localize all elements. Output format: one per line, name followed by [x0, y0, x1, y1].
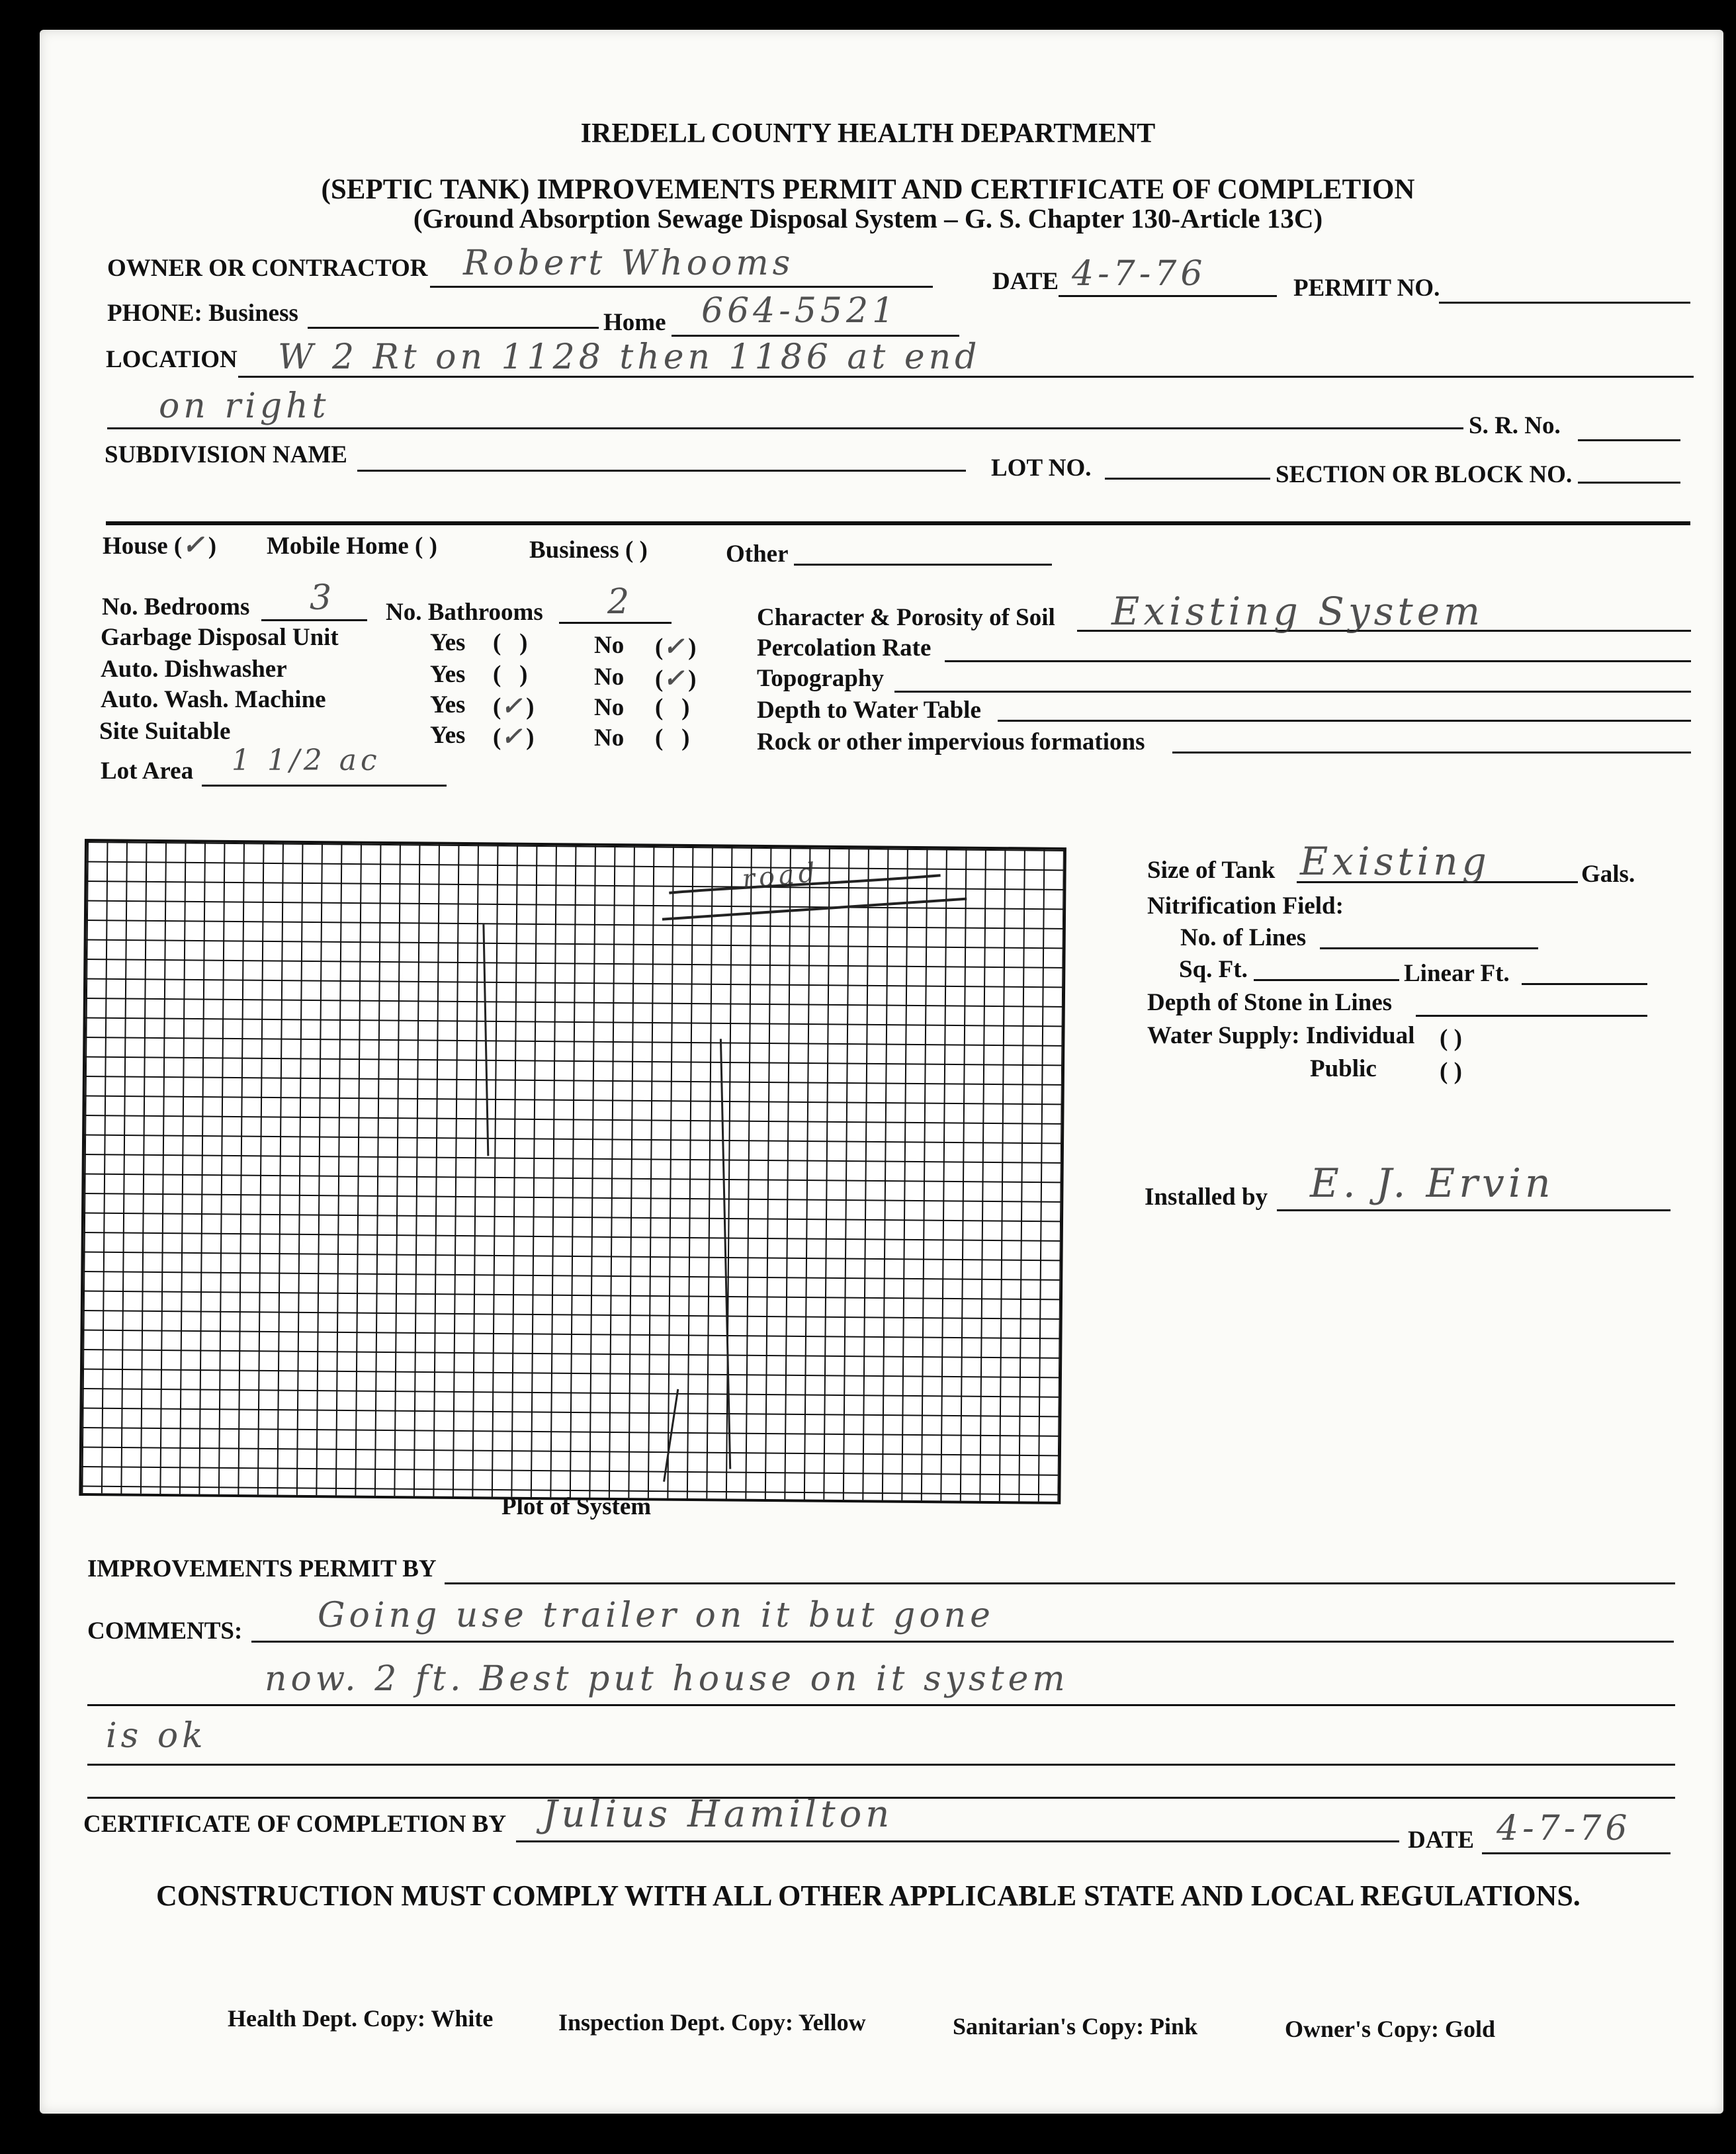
certificate-date-value: 4-7-76	[1497, 1809, 1631, 1848]
depth-water-field[interactable]	[998, 720, 1691, 722]
comments-label: COMMENTS:	[87, 1617, 243, 1645]
topography-label: Topography	[757, 665, 884, 692]
washer-no[interactable]: No	[594, 694, 625, 721]
house-mark: ✓	[182, 529, 208, 560]
nitrification-label: Nitrification Field:	[1147, 892, 1344, 920]
sr-field[interactable]	[1578, 439, 1680, 441]
water-individual-box[interactable]: ( )	[1440, 1025, 1462, 1052]
home-phone-value: 664-5521	[701, 291, 898, 331]
sketch-label: road	[740, 857, 821, 895]
location-line-1: W 2 Rt on 1128 then 1186 at end	[278, 337, 981, 377]
section-label: SECTION OR BLOCK NO.	[1276, 461, 1573, 488]
other-field[interactable]	[794, 564, 1052, 566]
paren: (	[655, 694, 664, 721]
washer-no-box[interactable]	[655, 693, 689, 722]
soil-label: Character & Porosity of Soil	[757, 604, 1055, 631]
washer-yes[interactable]: Yes	[430, 691, 466, 718]
form-title: (SEPTIC TANK) IMPROVEMENTS PERMIT AND CERTIFICATE OF COMPLETION	[321, 174, 1415, 205]
site-yes-box[interactable]	[493, 721, 535, 752]
date-value: 4-7-76	[1072, 254, 1207, 294]
owner-label: OWNER OR CONTRACTOR	[107, 255, 428, 282]
tank-size-label: Size of Tank	[1147, 857, 1276, 884]
inspection-copy: Inspection Dept. Copy: Yellow	[558, 2009, 866, 2036]
rock-label: Rock or other impervious formations	[757, 728, 1145, 755]
section-divider	[106, 521, 1690, 525]
owner-value: Robert Whooms	[463, 243, 795, 283]
site-label: Site Suitable	[99, 718, 231, 745]
stone-field[interactable]	[1416, 1015, 1647, 1017]
bathrooms-label: No. Bathrooms	[386, 599, 543, 626]
rock-field[interactable]	[1172, 752, 1691, 754]
plot-grid[interactable]	[79, 839, 1066, 1504]
paren: (	[493, 693, 501, 720]
permit-label: PERMIT NO.	[1293, 275, 1440, 302]
certificate-date-label: DATE	[1408, 1827, 1475, 1854]
house-option[interactable]	[103, 529, 216, 560]
paren: )	[526, 693, 535, 720]
section-field[interactable]	[1578, 482, 1680, 484]
garbage-label: Garbage Disposal Unit	[101, 624, 339, 651]
house-label: House (	[103, 533, 183, 560]
paren: )	[519, 629, 528, 656]
comments-line-2: now. 2 ft. Best put house on it system	[265, 1659, 1069, 1699]
mobile-home-option[interactable]: Mobile Home ( )	[267, 533, 437, 560]
lot-field[interactable]	[1105, 478, 1270, 480]
dishwasher-yes-box[interactable]	[493, 660, 527, 689]
sqft-label: Sq. Ft.	[1179, 956, 1248, 983]
comments-line-3: is ok	[106, 1716, 207, 1756]
bathrooms-value: 2	[607, 582, 634, 622]
installed-value: E. J. Ervin	[1310, 1160, 1555, 1207]
form-subtitle: (Ground Absorption Sewage Disposal System – G. S. Chapter 130-Article 13C)	[413, 203, 1323, 234]
paren: )	[681, 724, 690, 752]
phone-business-label: PHONE: Business	[107, 300, 298, 327]
sr-label: S. R. No.	[1469, 412, 1561, 439]
sketch-line	[664, 1389, 678, 1482]
business-phone-field[interactable]	[308, 327, 599, 329]
site-no-box[interactable]	[655, 724, 689, 752]
other-label: Other	[726, 540, 789, 568]
paren: )	[681, 694, 690, 721]
sketch-road-line	[662, 896, 967, 922]
stone-label: Depth of Stone in Lines	[1147, 989, 1393, 1016]
plot-sketch	[81, 841, 1064, 1502]
paren: (	[493, 724, 501, 751]
bathrooms-field[interactable]	[559, 622, 672, 624]
comments-line-1: Going use trailer on it but gone	[318, 1596, 994, 1635]
health-copy: Health Dept. Copy: White	[228, 2005, 494, 2032]
lot-area-value: 1 1/2 ac	[232, 744, 381, 777]
washer-label: Auto. Wash. Machine	[101, 686, 326, 713]
garbage-yes[interactable]: Yes	[430, 629, 466, 656]
home-label: Home	[603, 309, 666, 336]
comments-field-3[interactable]	[87, 1764, 1675, 1766]
sketch-line	[482, 924, 490, 1156]
soil-value: Existing System	[1111, 589, 1485, 634]
paren: )	[688, 666, 697, 693]
sketch-line	[717, 1039, 734, 1469]
paren: (	[655, 666, 664, 693]
comments-field-1[interactable]	[251, 1641, 1674, 1643]
location-field-2[interactable]	[107, 427, 1463, 429]
installed-label: Installed by	[1145, 1184, 1268, 1211]
dishwasher-no[interactable]: No	[594, 664, 625, 691]
dishwasher-yes[interactable]: Yes	[430, 661, 466, 688]
subdivision-label: SUBDIVISION NAME	[105, 441, 347, 468]
water-public-box[interactable]: ( )	[1440, 1058, 1462, 1085]
check-mark: ✓	[501, 721, 527, 751]
date-label: DATE	[992, 268, 1059, 295]
improvements-label: IMPROVEMENTS PERMIT BY	[87, 1555, 437, 1582]
house-close: )	[208, 533, 217, 560]
gals-label: Gals.	[1581, 861, 1635, 888]
water-public-label: Public	[1310, 1055, 1377, 1082]
check-mark: ✓	[663, 631, 689, 661]
plot-caption: Plot of System	[501, 1493, 652, 1520]
department-title: IREDELL COUNTY HEALTH DEPARTMENT	[580, 118, 1156, 149]
depth-water-label: Depth to Water Table	[757, 697, 981, 724]
lot-area-field[interactable]	[202, 785, 447, 787]
topography-field[interactable]	[894, 691, 1691, 693]
linear-label: Linear Ft.	[1404, 960, 1510, 987]
water-individual-label: Water Supply: Individual	[1147, 1022, 1415, 1049]
paren: (	[655, 634, 664, 661]
site-yes[interactable]: Yes	[430, 722, 466, 749]
percolation-label: Percolation Rate	[757, 634, 932, 662]
paren: )	[526, 724, 535, 751]
owner-copy: Owner's Copy: Gold	[1285, 2016, 1496, 2042]
paren: (	[655, 724, 664, 752]
percolation-field[interactable]	[945, 660, 1691, 662]
installed-field[interactable]	[1277, 1209, 1671, 1211]
lines-field[interactable]	[1320, 947, 1538, 949]
dishwasher-no-box[interactable]	[655, 663, 697, 693]
lines-label: No. of Lines	[1180, 924, 1307, 951]
location-label: LOCATION	[106, 346, 238, 373]
compliance-notice: CONSTRUCTION MUST COMPLY WITH ALL OTHER APPLICABLE STATE AND LOCAL REGULATIONS.	[156, 1879, 1581, 1912]
certificate-value: Julius Hamilton	[542, 1793, 894, 1836]
garbage-no-box[interactable]	[655, 631, 697, 662]
tank-size-value: Existing	[1300, 839, 1491, 884]
certificate-date-field[interactable]	[1482, 1852, 1671, 1854]
paren: (	[493, 661, 501, 688]
subdivision-field[interactable]	[357, 470, 966, 472]
garbage-yes-box[interactable]	[493, 628, 527, 657]
improvements-field[interactable]	[445, 1582, 1675, 1584]
paren: )	[688, 634, 697, 661]
bedrooms-value: 3	[310, 578, 336, 618]
paren: (	[493, 629, 501, 656]
check-mark: ✓	[501, 691, 527, 720]
check-mark: ✓	[663, 663, 689, 693]
site-no[interactable]: No	[594, 724, 625, 752]
linear-field[interactable]	[1522, 983, 1647, 985]
washer-yes-box[interactable]	[493, 691, 535, 721]
home-phone-field[interactable]	[672, 335, 959, 337]
bedrooms-label: No. Bedrooms	[102, 593, 250, 621]
certificate-field[interactable]	[516, 1840, 1399, 1842]
business-option[interactable]: Business ( )	[529, 537, 648, 564]
sanitarian-copy: Sanitarian's Copy: Pink	[953, 2013, 1198, 2040]
lot-label: LOT NO.	[991, 454, 1092, 482]
paren: )	[519, 661, 528, 688]
dishwasher-label: Auto. Dishwasher	[101, 656, 287, 683]
owner-field[interactable]	[430, 286, 933, 288]
certificate-label: CERTIFICATE OF COMPLETION BY	[83, 1811, 507, 1838]
comments-field-2[interactable]	[87, 1704, 1675, 1706]
date-field[interactable]	[1059, 295, 1277, 297]
lot-area-label: Lot Area	[101, 757, 194, 785]
bedrooms-field[interactable]	[261, 619, 367, 621]
location-line-2: on right	[159, 386, 330, 426]
garbage-no[interactable]: No	[594, 632, 625, 659]
permit-field[interactable]	[1439, 302, 1690, 304]
sqft-field[interactable]	[1254, 979, 1399, 981]
